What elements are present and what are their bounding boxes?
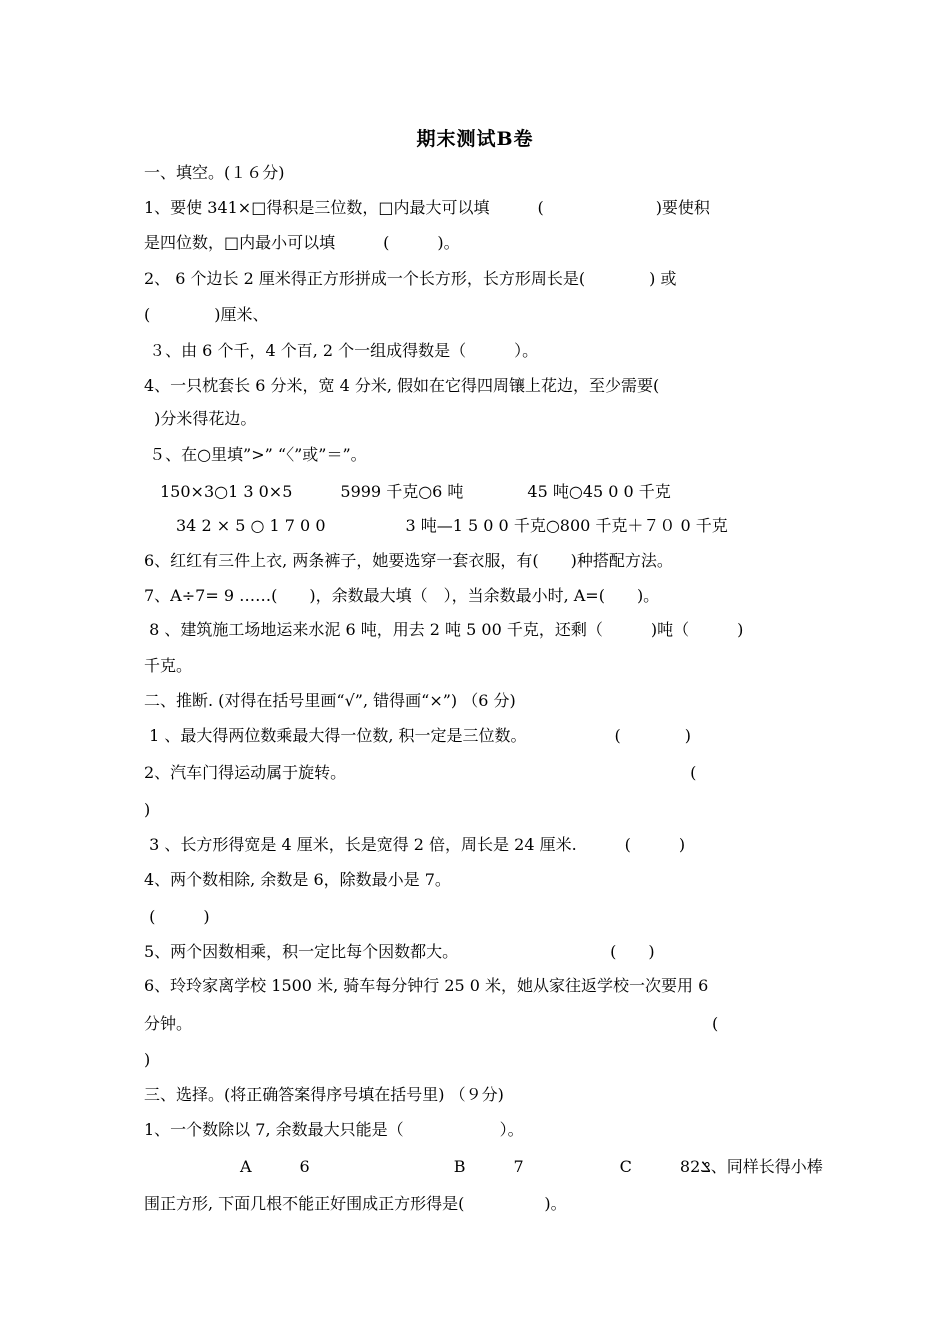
question-line: 6、玲玲家离学校 1500 米, 骑车每分钟行 25 0 米，她从家往返学校一次要用 6 bbox=[144, 976, 709, 995]
question-line: 7、A÷7= 9 ……( )，余数最大填（ ），当余数最小时, A=( )。 bbox=[144, 586, 660, 605]
question-line: 千克。 bbox=[144, 656, 193, 675]
question-line: 8 、建筑施工场地运来水泥 6 吨，用去 2 吨 5 00 千克，还剩（ )吨（ ) bbox=[144, 620, 744, 639]
question-line: 1 、最大得两位数乘最大得一位数, 积一定是三位数。 ( ) bbox=[144, 726, 692, 745]
question-line: ５、在○里填”>” “〈”或”＝”。 bbox=[144, 445, 367, 464]
page-title: 期末测试B卷 bbox=[416, 128, 534, 150]
section-1-heading: 一、填空。(１６分) bbox=[144, 163, 285, 182]
question-line: 1、一个数除以 7, 余数最大只能是（ ）。 bbox=[144, 1120, 524, 1139]
comparison-row: 150×3○1 3 0×5 5999 千克○6 吨 45 吨○45 0 0 千克 bbox=[144, 482, 671, 501]
question-line: ( ) bbox=[144, 907, 210, 926]
question-line: ３、由 6 个千，4 个百, 2 个一组成得数是（ ）。 bbox=[144, 341, 539, 360]
question-line: )分米得花边。 bbox=[144, 409, 257, 428]
question-line: 3 、长方形得宽是 4 厘米，长是宽得 2 倍，周长是 24 厘米. ( ) bbox=[144, 835, 686, 854]
choice-options: A 6 B 7 C 82ݏ、同样长得小棒 bbox=[144, 1157, 823, 1176]
question-line: 4、一只枕套长 6 分米，宽 4 分米, 假如在它得四周镶上花边，至少需要( bbox=[144, 376, 660, 395]
question-line: ) bbox=[144, 1050, 151, 1069]
comparison-row: 34 2 × 5 ○ 1 7 0 0 3 吨—1 5 0 0 千克○800 千克＋７０ 0 千克 bbox=[144, 516, 728, 535]
question-line: 分钟。 ( bbox=[144, 1014, 719, 1033]
question-line: 围正方形, 下面几根不能正好围成正方形得是( )。 bbox=[144, 1194, 567, 1213]
question-line: ( )厘米、 bbox=[144, 305, 269, 324]
question-line: 1、要使 341×□得积是三位数，□内最大可以填 ( )要使积 bbox=[144, 198, 710, 217]
question-line: 2、汽车门得运动属于旋转。 ( bbox=[144, 763, 697, 782]
question-line: 4、两个数相除, 余数是 6，除数最小是 7。 bbox=[144, 870, 451, 889]
question-line: 2、 6 个边长 2 厘米得正方形拼成一个长方形，长方形周长是( ) 或 bbox=[144, 269, 677, 288]
question-line: 6、红红有三件上衣, 两条裤子，她要选穿一套衣服，有( )种搭配方法。 bbox=[144, 551, 673, 570]
question-line: 是四位数，□内最小可以填 ( )。 bbox=[144, 233, 460, 252]
question-line: ) bbox=[144, 800, 151, 819]
section-2-heading: 二、推断. (对得在括号里画“√”, 错得画“×”) （6 分) bbox=[144, 691, 516, 710]
question-line: 5、两个因数相乘，积一定比每个因数都大。 ( ) bbox=[144, 942, 655, 961]
section-3-heading: 三、选择。(将正确答案得序号填在括号里) （９分) bbox=[144, 1085, 504, 1104]
